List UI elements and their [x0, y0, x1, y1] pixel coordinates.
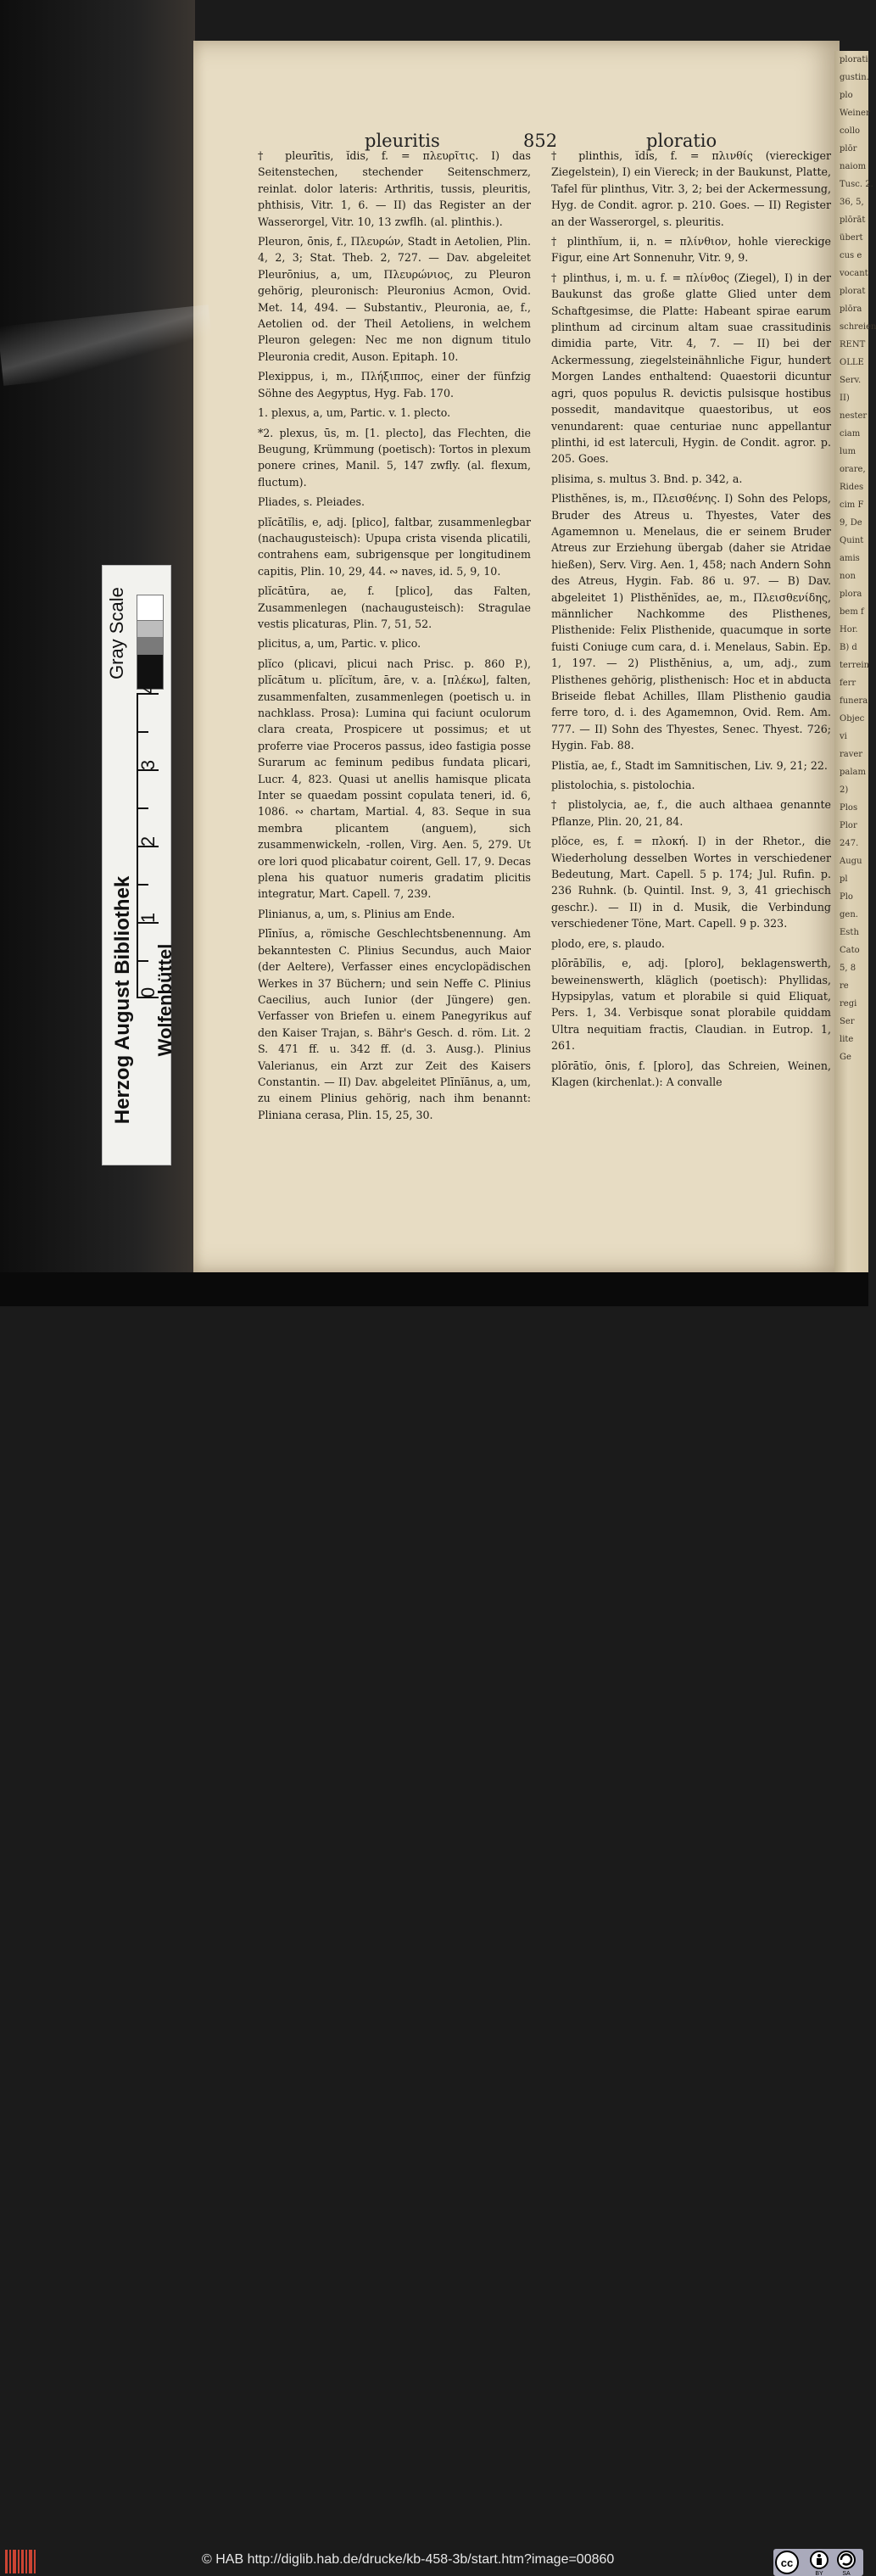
next-page-fragment: nester	[840, 411, 868, 421]
next-page-fragment: 5, 8	[840, 964, 856, 973]
dictionary-entry: † plistolycia, ae, f., die auch althaea genannte Pflanze, Plin. 20, 21, 84.	[551, 798, 831, 828]
next-page-fragment: terrein	[840, 661, 870, 670]
ruler-number-3: 3	[137, 759, 159, 771]
gray-scale-ruler	[102, 565, 176, 1165]
next-page-fragment: lum	[840, 447, 856, 456]
next-page-fragment: gen.	[840, 910, 858, 919]
cc-sa-label: SA	[842, 2571, 851, 2576]
next-page-fragment: Cato	[840, 946, 860, 955]
dictionary-entry: Plistĭa, ae, f., Stadt im Samnitischen, Liv. 9, 21; 22.	[551, 758, 828, 772]
next-page-fragment: Tusc. 2.	[840, 180, 873, 189]
dictionary-entry: Pleuron, ōnis, f., Πλευρών, Stadt in Aetolien, Plin. 4, 2, 3; Stat. Theb. 2, 727. — Dav. abgeleitet Pleurōnius, a, um, Πλευρώνιος, zu Pleuron gehörig, pleuronisch: Pleuronius Acmon, Ovid. Met. 14, 494. — Substantiv., Pleuronia, ae, f., Aetolien od. der Theil Aetoliens, in welchem Pleuron gelegen: Nec me non dignum titulo Pleuronia credit, Auson. Epitaph. 10.	[258, 235, 531, 363]
dictionary-entry: plĭcātūra, ae, f. [plico], das Falten, Zusammenlegen (nachaugusteisch): Stragulae vestis plicaturas, Plin. 7, 51, 52.	[258, 584, 531, 630]
dictionary-entry: plĭco (plicavi, plicui nach Prisc. p. 860 P.), plĭcātum u. plĭcĭtum, āre, v. a. [πλέκω], falten, zusammenfalten, zusammenlegen (poetisch u. in nachklass. Prosa): Lumina qui faciunt oculorum clara creata, Prospicere ut possimus; et ut proferre viae Proceros passus, ideo fastigia posse Surarum ac feminum pedibus fundata plicari, Lucr. 4, 823. Quasi ut anellis hamisque plicata Inter se quaedam possint copulata teneri, id. 6, 1086. ∾ chartam, Martial. 4, 83. Seque in sua membra plicantem (anguem), sich zusammenwickeln, -rollen, Virg. Aen. 5, 279. Ut ore lori quod plicabatur coirent, Gell. 17, 9. Decas plena his quatuor numeris gradatim plicitis integratur, Mart. Capell. 7, 239.	[258, 657, 531, 901]
ruler-number-4: 4	[137, 683, 159, 695]
next-page-fragment: übert	[840, 233, 863, 243]
next-page-edge	[834, 51, 876, 1272]
next-page-fragment: collo	[840, 126, 861, 136]
dictionary-entry: plŏce, es, f. = πλοκή. I) in der Rhetor., die Wiederholung desselben Wortes in verschiedener Bedeutung, Mart. Capell. 5 p. 174; Jul. Rufin. p. 236 Ruhnk. (b. Quintil. Inst. 9, 3, 41 griechisch geschr.). — II) in d. Musik, die Verbindung verschiedener Töne, Mart. Capell. 9 p. 323.	[551, 835, 831, 930]
barcode-icon	[3, 2548, 37, 2575]
dictionary-entry: Plisthĕnes, is, m., Πλεισθένης. I) Sohn des Pelops, Bruder des Atreus u. Thyestes, Vater des Agamemnon u. Menelaus, die er seinem Bruder Atreus zur Erziehung übergab (daher sie Atridae hießen), Serv. Virg. Aen. 1, 458; nach Andern Sohn des Atreus, Hygin. Fab. 86 u. 97. — B) Dav. abgeleitet 1) Plisthĕnĭdes, ae, m., Πλεισθενίδης, männlicher Nachkomme des Plisthenes, Plisthenide: Felix Plisthenide, quacumque in sorte fuisti Coniuge cum cara, d. i. Menelaus, Sabin. Ep. 1, 197. — 2) Plisthĕnius, a, um, adj., zum Plisthenes gehörig, plisthenisch: Hoc et in abducta Briseide flebat Achilles, Illam Plisthenio gaudia ferre toro, d. i. des Agamemnon, Ovid. Rem. Am. 777. — II) Sohn des Thyestes, Senec. Thyest. 726; Hygin. Fab. 88.	[551, 492, 831, 752]
ruler-number-2: 2	[137, 835, 159, 847]
creative-commons-license-icon[interactable]	[773, 2549, 863, 2576]
dictionary-entry: † plinthus, i, m. u. f. = πλίνθος (Ziegel), I) in der Baukunst das große glatte Glied unter dem Schaftgesimse, die Platte: Habeant spirae earum plinthum ad circinum altam suae crassitudinis dimidia parte, Vitr. 4, 7. — II) bei der Ackermessung, ziegelsteinähnliche Figur, hundert Morgen Landes enthaltend: Quaestorii dicuntur agri, quos populus R. devictis pulsisque hostibus possedit, mandavitque quaestoribus, ut eos venundarent: quae centuriae nunc appellantur plinthi, id est laterculi, Hygin. de Condit. agror. p. 205. Goes.	[551, 271, 831, 466]
next-page-fragment: Ge	[840, 1053, 851, 1062]
dictionary-entry: plisima, s. multus 3. Bnd. p. 342, a.	[551, 472, 743, 485]
next-page-fragment: Plos	[840, 803, 858, 813]
dictionary-entry: Plexippus, i, m., Πλήξιππος, einer der fünfzig Söhne des Aegyptus, Hyg. Fab. 170.	[258, 370, 531, 400]
next-page-fragment: Ser	[840, 1017, 855, 1026]
next-page-fragment: Hor.	[840, 625, 858, 634]
dictionary-entry: plōrātĭo, ōnis, f. [ploro], das Schreien, Weinen, Klagen (kirchenlat.): A convalle	[551, 1059, 831, 1088]
ruler-number-0: 0	[137, 986, 159, 998]
next-page-fragment: RENT	[840, 340, 866, 349]
next-page-fragment: lite	[840, 1035, 854, 1044]
page-header	[195, 83, 738, 151]
next-page-fragment: vi	[840, 732, 847, 741]
next-page-fragment: cus e	[840, 251, 862, 260]
next-page-fragment: II)	[840, 394, 850, 403]
dictionary-entry: † pleurītis, ĭdis, f. = πλευρῖτις. I) das Seitenstechen, stechender Seitenschmerz, reinlat. dolor lateris: Arthritis, tussis, pleuritis, phthisis, Vitr. 1, 6. — II) das Register an der Wasserorgel, Vitr. 10, 13 zwflh. (al. plinthis.).	[258, 149, 531, 228]
next-page-fragment: funera	[840, 696, 868, 706]
dictionary-entry: Plīnĭus, a, römische Geschlechtsbenennung. Am bekanntesten C. Plinius Secundus, auch Maior (der Aeltere), Verfasser eines encyclopädischen Werkes in 37 Büchern; und sein Neffe C. Plinius Caecilius, auch Iunior (der Jüngere) gen. Verfasser von Briefen u. einem Panegyrikus auf den Kaiser Trajan, s. Bähr's Gesch. d. röm. Lit. 2 S. 471 ff. u. 342 ff. (d. 3. Ausg.). Plinius Valerianus, ein Arzt zur Zeit des Kaisers Constantin. — II) Dav. abgeleitet Plīnĭānus, a, um, zu einem Plinius gehörig, nach ihm benannt: Pliniana cerasa, Plin. 15, 25, 30.	[258, 927, 531, 1121]
next-page-fragment: Serv.	[840, 376, 862, 385]
next-page-fragment: palam	[840, 768, 867, 777]
dictionary-entry: *2. plexus, ūs, m. [1. plecto], das Flechten, die Beugung, Krümmung (poetisch): Tortos in plexum ponere crines, Manil. 5, 147 zwfly. (al. flexum, fluctum).	[258, 426, 531, 489]
dictionary-entry: plodo, ere, s. plaudo.	[551, 936, 665, 950]
next-page-fragment: regi	[840, 999, 857, 1009]
next-page-fragment: plōr	[840, 144, 857, 154]
dictionary-entry: † plinthĭum, ii, n. = πλίνθιον, hohle viereckige Figur, eine Art Sonnenuhr, Vitr. 9, 9.	[551, 235, 831, 265]
svg-text:cc: cc	[780, 2556, 794, 2569]
next-page-fragment: orare,	[840, 465, 866, 474]
next-page-fragment: plora	[840, 590, 862, 599]
next-page-fragment: 9, De	[840, 518, 862, 528]
next-page-fragment: vocant	[840, 269, 868, 278]
next-page-fragment: Plor	[840, 821, 857, 830]
page-number: 852	[523, 131, 558, 151]
next-page-fragment: ciam	[840, 429, 861, 439]
running-head-left: pleuritis	[365, 131, 440, 151]
next-page-fragment: Quint	[840, 536, 864, 545]
gray-swatch-mid	[137, 637, 164, 656]
next-page-fragment: 36, 5,	[840, 198, 864, 207]
gray-swatch-white	[137, 595, 164, 622]
dictionary-entry: Pliades, s. Pleiades.	[258, 495, 365, 509]
running-head-right: ploratio	[646, 131, 717, 151]
next-page-fragment: non	[840, 572, 856, 581]
next-page-fragment: Augu	[840, 857, 862, 866]
left-column	[258, 148, 531, 1126]
gray-scale-label: Gray Scale	[106, 587, 127, 679]
next-page-fragment: B) d	[840, 643, 857, 652]
next-page-fragment: Plo	[840, 892, 853, 902]
footer-url[interactable]: © HAB http://diglib.hab.de/drucke/kb-458-3b/start.htm?image=00860	[202, 2552, 615, 2567]
next-page-fragment: Rides	[840, 483, 864, 492]
dictionary-entry: plistolochia, s. pistolochia.	[551, 779, 695, 792]
next-page-fragment: Objec	[840, 714, 865, 724]
ruler-number-1: 1	[137, 912, 159, 924]
next-page-fragment: ferr	[840, 679, 856, 688]
next-page-fragment: pl	[840, 874, 848, 884]
next-page-fragment: naiom	[840, 162, 867, 171]
next-page-fragment: re	[840, 981, 849, 991]
dictionary-entry: plĭcātĭlis, e, adj. [plico], faltbar, zusammenlegbar (nachaugusteisch): Upupa crista visenda plicatili, contrahens eam, subrigensque per longitudinem capitis, Plin. 10, 29, 44. ∾ naves, id. 5, 9, 10.	[258, 515, 531, 578]
cc-by-label: BY	[815, 2571, 823, 2576]
next-page-fragment: schreien	[840, 322, 876, 332]
dictionary-entry: 1. plexus, a, um, Partic. v. 1. plecto.	[258, 406, 451, 420]
next-page-fragment: plorat	[840, 287, 866, 296]
next-page-fragment: cim F	[840, 500, 864, 510]
next-page-fragment: plorati	[840, 55, 868, 64]
dictionary-entry: † plinthis, ĭdis, f. = πλινθίς (viereckiger Ziegelstein), I) ein Viereck; in der Baukunst, Platte, Tafel für plinthus, Vitr. 3, 2; bei der Ackermessung, Hyg. de Condit. agror. p. 210. Goes. — II) Register an der Wasserorgel, s. pleuritis.	[551, 149, 831, 228]
next-page-fragment: OLLE	[840, 358, 864, 367]
next-page-fragment: bem f	[840, 607, 864, 617]
dictionary-entry: plicitus, a, um, Partic. v. plico.	[258, 637, 421, 651]
right-column	[551, 148, 831, 1093]
next-page-fragment: Esth	[840, 928, 859, 937]
next-page-fragment: plōrāt	[840, 215, 866, 225]
next-page-fragment: plōra	[840, 305, 862, 314]
gray-swatch-light	[137, 620, 164, 639]
next-page-fragment: plo	[840, 91, 853, 100]
next-page-fragment: Weiner	[840, 109, 870, 118]
library-town: Wolfenbüttel	[154, 943, 176, 1057]
footer-bar	[0, 1272, 868, 2576]
library-name: Herzog August Bibliothek	[111, 875, 134, 1125]
next-page-fragment: amis	[840, 554, 860, 563]
dictionary-entry: Plinianus, a, um, s. Plinius am Ende.	[258, 907, 455, 920]
next-page-fragment: 2)	[840, 785, 849, 795]
next-page-fragment: raver	[840, 750, 863, 759]
next-page-fragment: gustin.	[840, 73, 869, 82]
dictionary-entry: plōrābĭlis, e, adj. [ploro], beklagenswerth, beweinenswerth, kläglich (poetisch): Phyllidas, Hypsipylas, vatum et plorabile si quid Eliquat, Pers. 1, 34. Verbisque sonat plorabile quiddam Ultra nequitiam fractis, Claudian. in Eutrop. 1, 261.	[551, 957, 831, 1053]
next-page-fragment: 247.	[840, 839, 859, 848]
